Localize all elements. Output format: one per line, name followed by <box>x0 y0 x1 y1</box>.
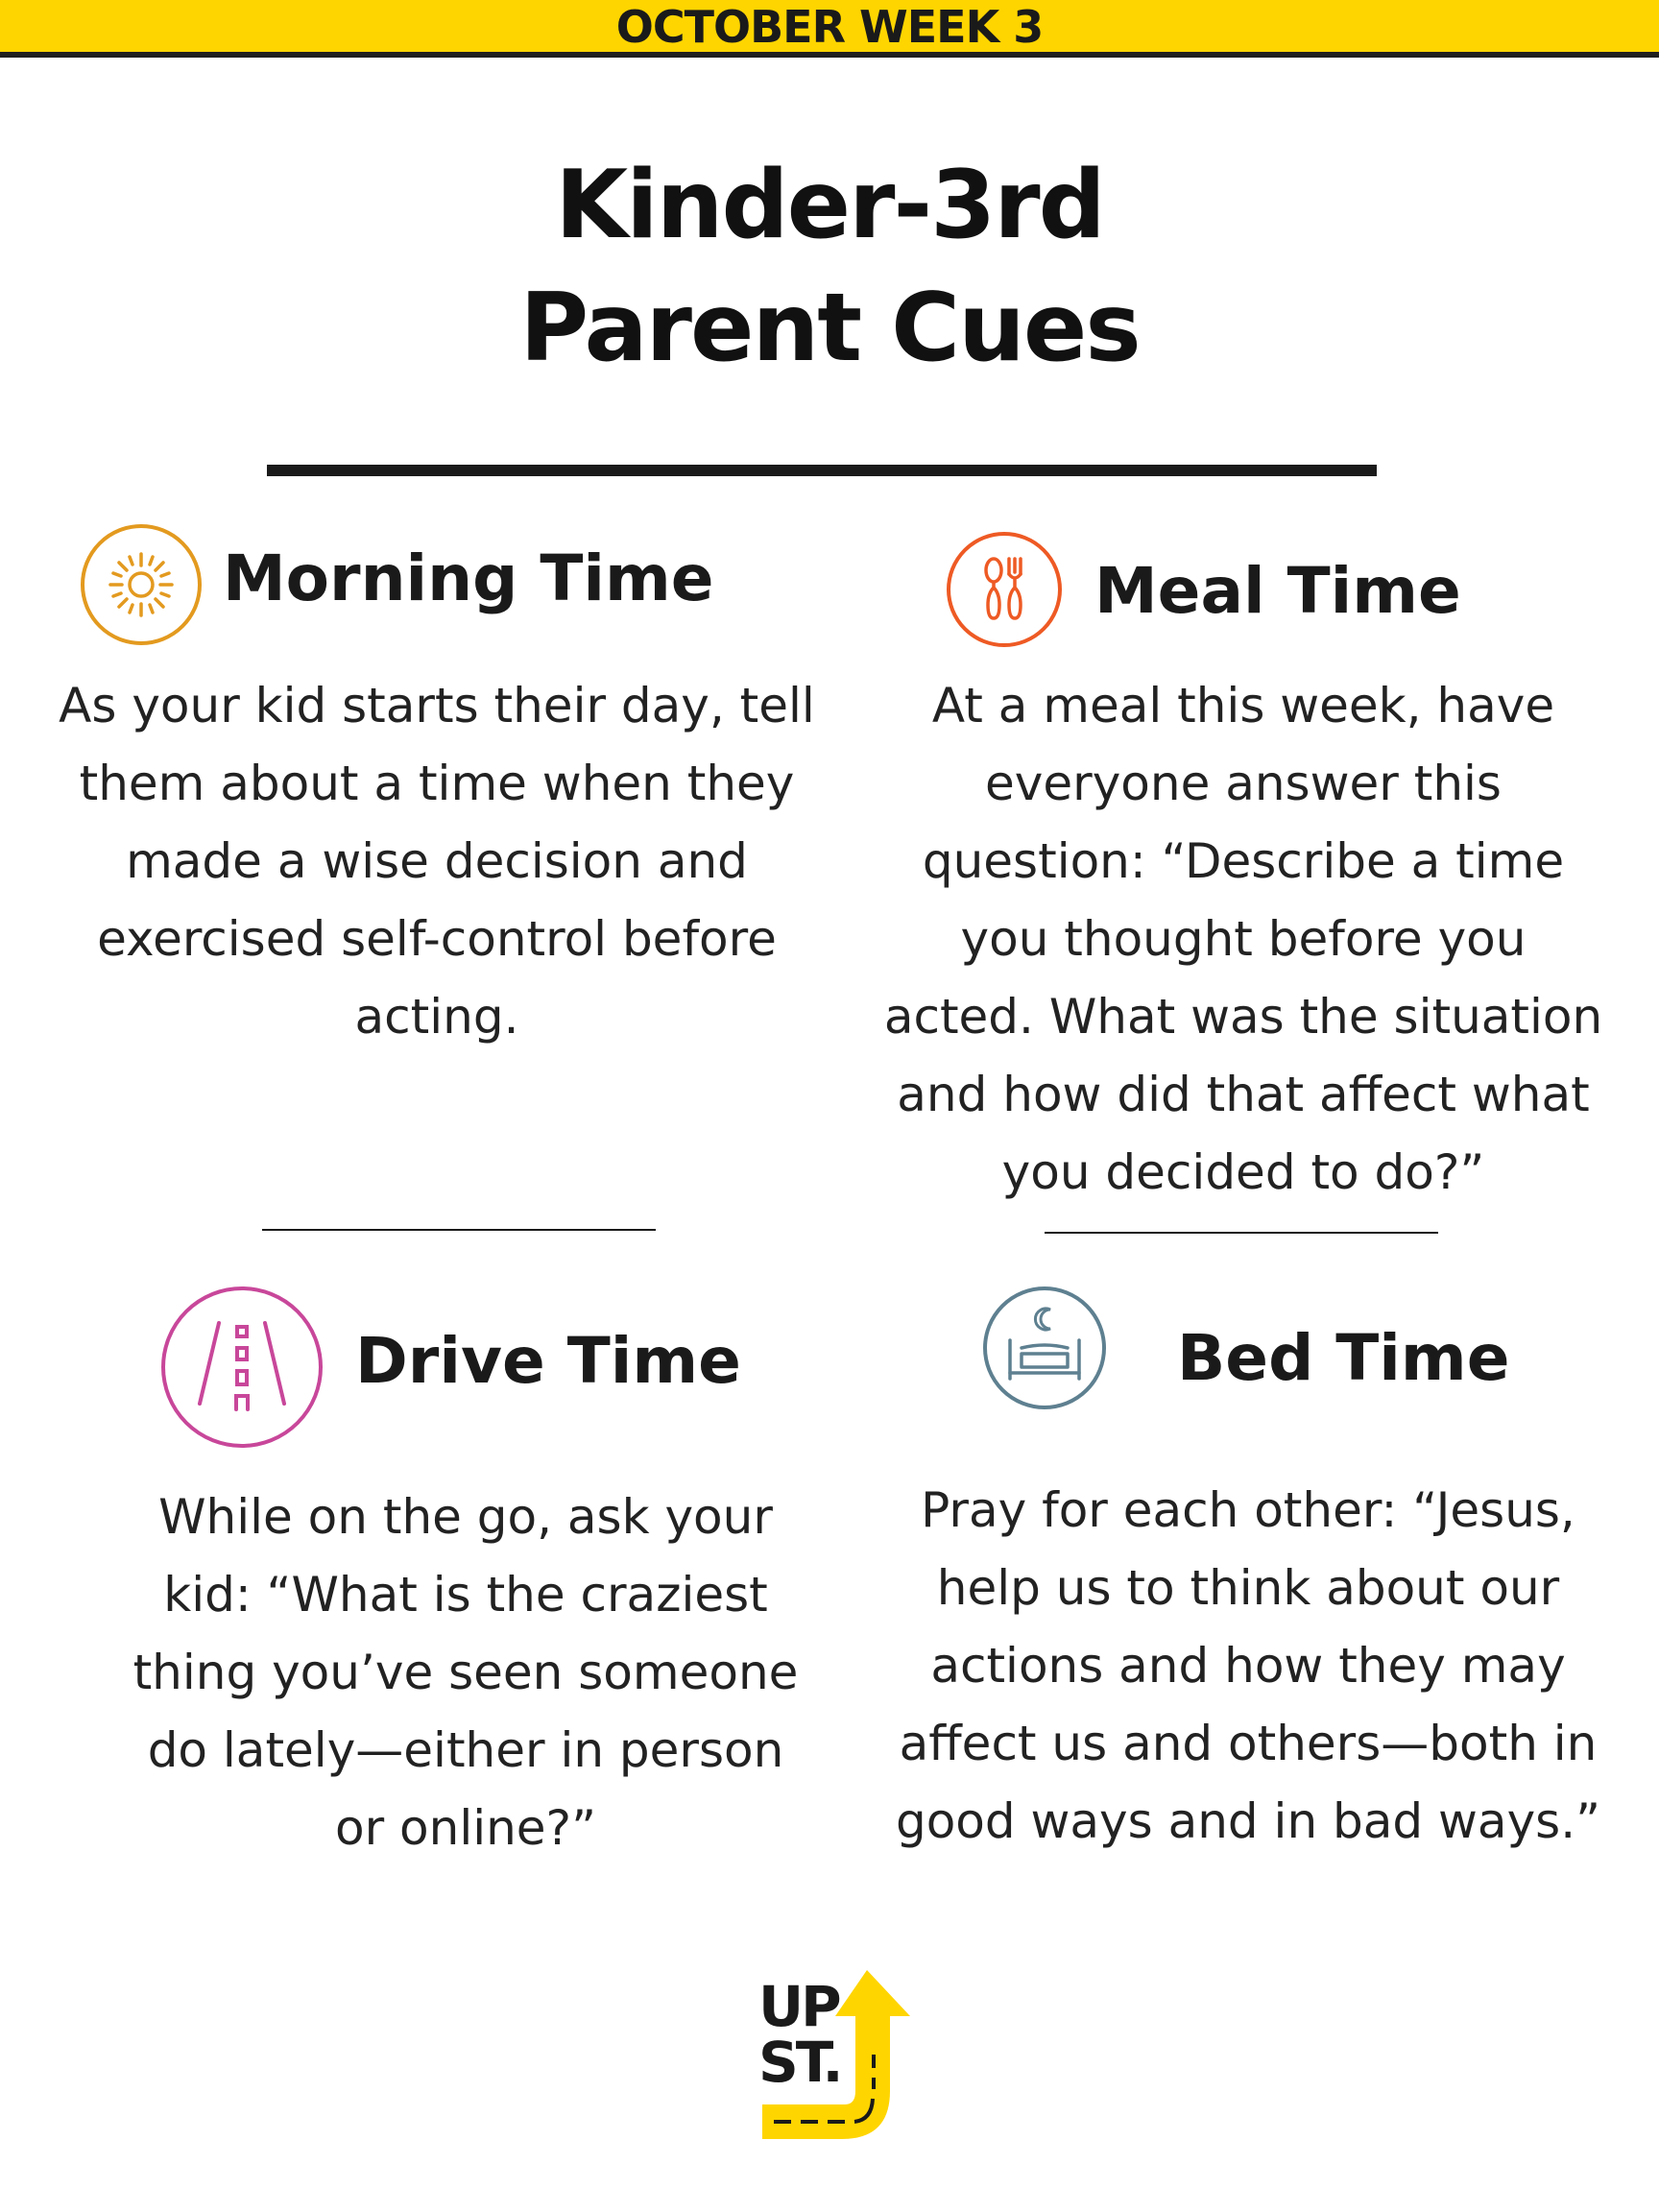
utensils-icon <box>945 530 1064 649</box>
bed-moon-icon <box>981 1285 1108 1411</box>
drive-time-heading: Drive Time <box>355 1324 741 1398</box>
meal-line: everyone answer this <box>985 756 1502 811</box>
week-banner <box>0 0 1659 58</box>
road-icon <box>159 1285 325 1450</box>
sun-icon <box>79 522 204 647</box>
upstreet-logo <box>749 1968 931 2141</box>
drive-line: or online?” <box>335 1800 596 1856</box>
morning-line: them about a time when they <box>79 756 795 811</box>
bed-time-heading: Bed Time <box>1177 1321 1510 1395</box>
bed-line: Pray for each other: “Jesus, <box>921 1482 1575 1538</box>
morning-time-text <box>29 667 845 1056</box>
logo-text-st: ST. <box>758 2030 841 2095</box>
morning-time-heading: Morning Time <box>223 541 714 615</box>
drive-line: do lately—either in person <box>147 1722 784 1778</box>
page-title <box>0 144 1659 390</box>
bed-line: help us to think about our <box>936 1560 1560 1616</box>
meal-line: At a meal this week, have <box>931 678 1555 733</box>
bed-line: affect us and others—both in <box>899 1716 1598 1771</box>
page-title-line-1: Kinder-3rd <box>555 151 1104 260</box>
logo-text-up: UP <box>758 1974 839 2039</box>
bed-time-text <box>845 1472 1651 1861</box>
meal-line: acted. What was the situation <box>883 989 1603 1045</box>
drive-line: thing you’ve seen someone <box>132 1645 799 1700</box>
drive-time-text <box>58 1479 874 1867</box>
meal-line: and how did that affect what <box>897 1067 1590 1122</box>
bed-line: good ways and in bad ways.” <box>895 1793 1601 1849</box>
drive-line: kid: “What is the craziest <box>163 1567 768 1623</box>
meal-time-heading: Meal Time <box>1094 554 1461 628</box>
page-title-line-2: Parent Cues <box>519 274 1140 383</box>
morning-line: exercised self-control before <box>97 911 777 967</box>
morning-line: made a wise decision and <box>126 833 748 889</box>
meal-line: you decided to do?” <box>1001 1144 1485 1200</box>
title-divider <box>267 465 1377 476</box>
section-divider-left <box>262 1229 656 1231</box>
morning-line: As your kid starts their day, tell <box>59 678 815 733</box>
morning-line: acting. <box>354 989 519 1045</box>
section-divider-right <box>1045 1232 1438 1234</box>
meal-line: you thought before you <box>960 911 1527 967</box>
bed-line: actions and how they may <box>930 1638 1566 1694</box>
week-banner-text: OCTOBER WEEK 3 <box>615 1 1044 53</box>
meal-line: question: “Describe a time <box>922 833 1565 889</box>
meal-time-text <box>845 667 1642 1212</box>
drive-line: While on the go, ask your <box>158 1489 773 1545</box>
